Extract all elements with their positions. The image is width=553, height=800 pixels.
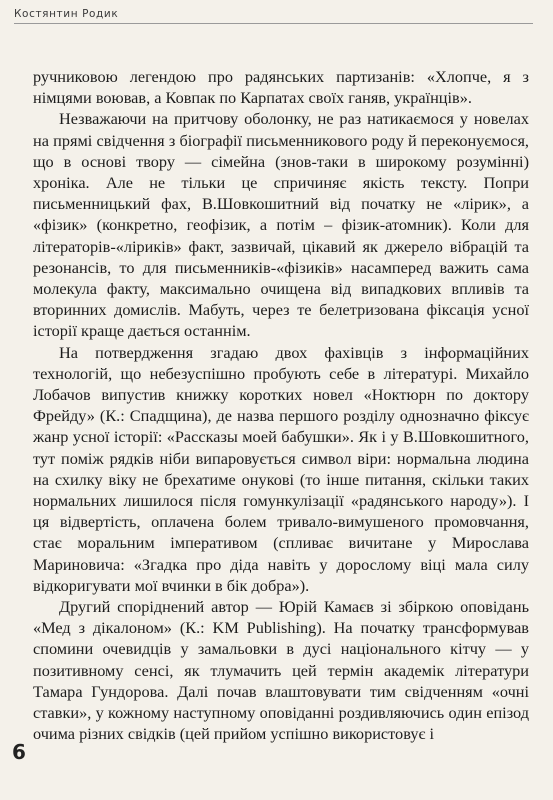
paragraph-4: Другий споріднений автор — Юрій Камаєв зі збіркою оповідань «Мед з дікалоном» (К.: KM Publishing). На початку трансформував спомини очевидців у замальовки в дусі національного кітчу — у позитивному сенсі, як тлумачить цей термін академік літератури Тамара Гундорова. Далі почав влаштовувати тим свідченням «очні ставки», у кожному наступному оповіданні роздивляючись один епізод очима різних свідків (цей прийом успішно використовує і [33,597,529,744]
body-text [33,66,529,745]
page-number: 6 [12,740,26,764]
paragraph-1: ручниковою легендою про радянських партизанів: «Хлопче, я з німцями воював, а Ковпак по Карпатах своїх ганяв, українців». [33,67,529,108]
paragraph-3: На потвердження згадаю двох фахівців з інформаційних технологій, що небезуспішно пробують себе в літературі. Михайло Лобачов випустив книжку коротких новел «Ноктюрн по доктору Фрейду» (К.: Спадщина), де назва першого розділу однозначно фіксує жанр усної історії: «Рассказы моей бабушки». Як і у В.Шовкошитного, тут поміж рядків ніби випаровується символ віри: нормальна людина на схилку віку не брехатиме онукові (то інше питання, скільки таких нормальних лишилося після гомункулізації «радянського народу»). І ця відвертість, оплачена болем тривало-вимушеного промовчання, стає моральним імперативом (спливає вичитане у Мирослава Мариновича: «Згадка про діда навіть у дорослому віці мала силу відкоригувати мої вчинки в бік добра»). [33,342,529,595]
running-head-author: Костянтин Родик [14,8,119,20]
paragraph-2: Незважаючи на притчову оболонку, не раз натикаємося у новелах на прямі свідчення з біографії письменникового роду й переконуємося, що в основі твору — сімейна (знов-таки в широкому розумінні) хроніка. Але не тільки це спричиняє якість тексту. Попри письменницький фах, В.Шовкошитний від початку не «лірик», а «фізик» (конкретно, геофізик, а потім – фізик-атомник). Коли для літераторів-«ліриків» факт, зазвичай, цікавий як джерело вібрацій та резонансів, то для письменників-«фізиків» насамперед важить сама молекула факту, максимально очищена від випадкових впливів та вторинних домислів. Мабуть, через те белетризована фіксація усної історії краще дається останнім. [33,109,529,341]
header-divider [14,23,533,24]
